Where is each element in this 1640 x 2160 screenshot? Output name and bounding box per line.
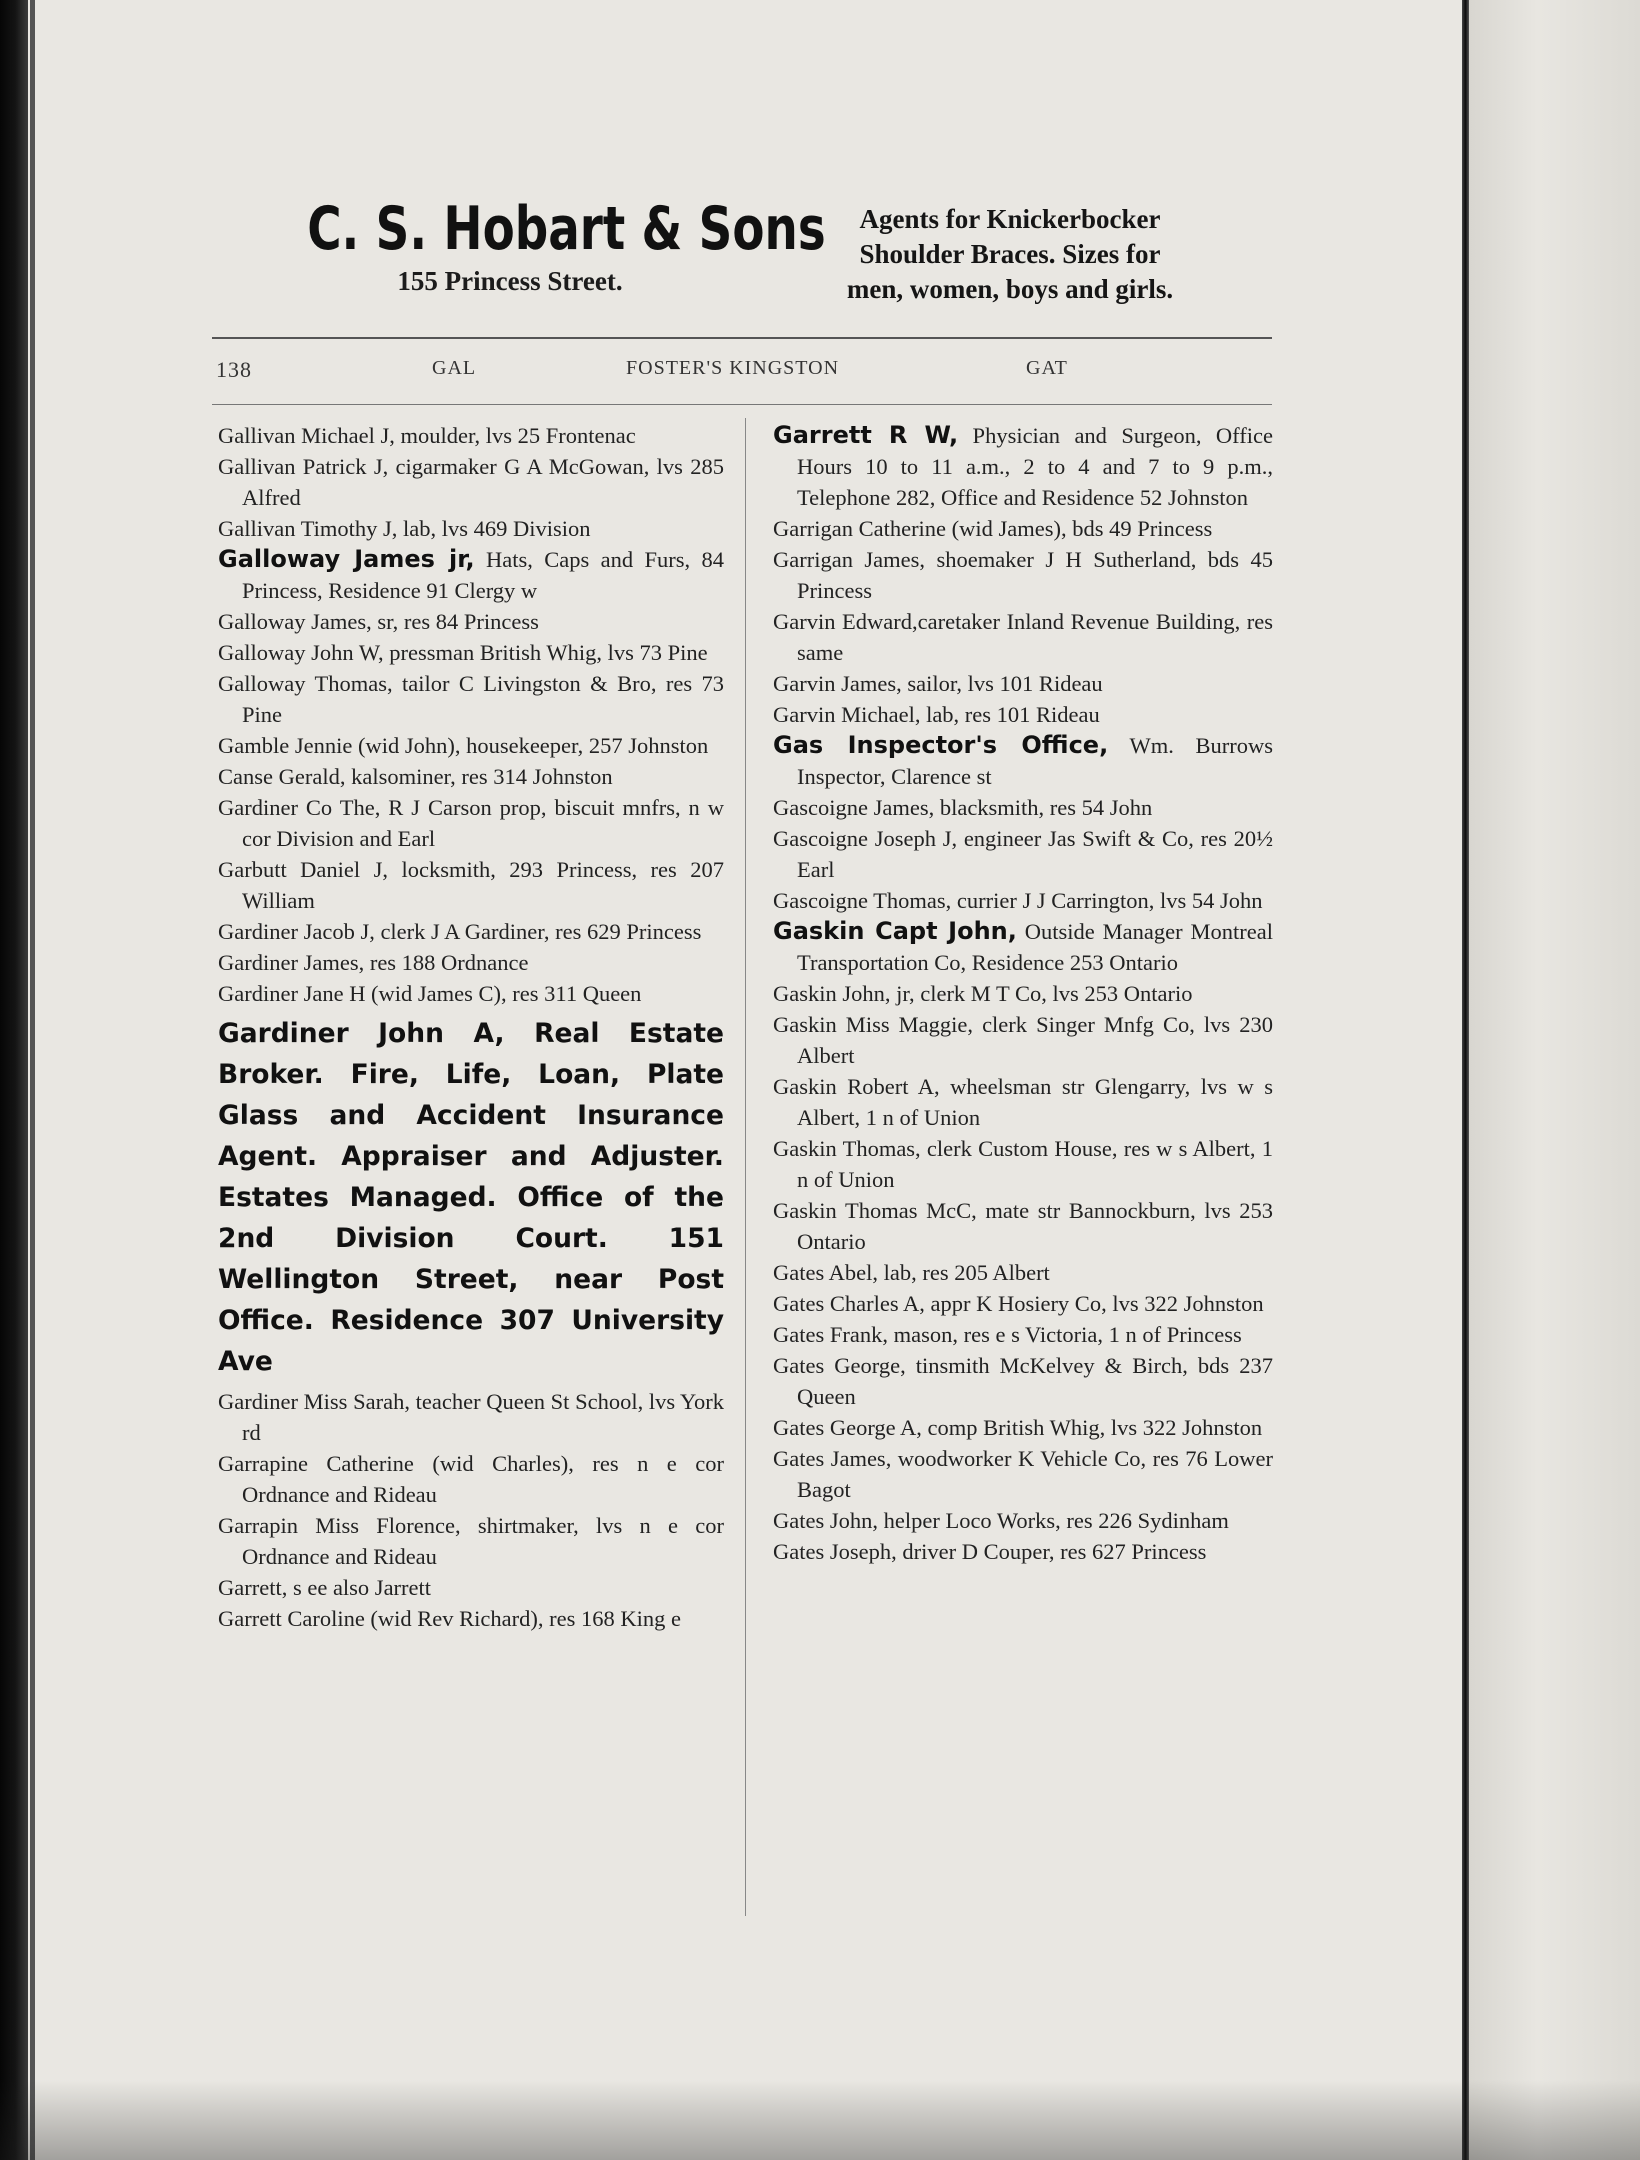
directory-entry bbox=[218, 978, 724, 1009]
directory-entry bbox=[218, 1386, 724, 1448]
entry-text: Gascoigne James, blacksmith, res 54 John bbox=[773, 795, 1153, 820]
entry-text: Garvin Edward,caretaker Inland Revenue Building, res same bbox=[773, 609, 1273, 665]
left-column bbox=[218, 420, 724, 1634]
entry-text: Garvin James, sailor, lvs 101 Rideau bbox=[773, 671, 1103, 696]
directory-entry bbox=[773, 513, 1273, 544]
directory-entry bbox=[218, 513, 724, 544]
directory-entry bbox=[218, 792, 724, 854]
directory-entry bbox=[773, 699, 1273, 730]
advert-address: 155 Princess Street. bbox=[397, 266, 623, 296]
guide-word-right: GAT bbox=[1026, 357, 1068, 379]
directory-entry bbox=[773, 823, 1273, 885]
directory-entry bbox=[218, 668, 724, 730]
directory-entry bbox=[218, 1510, 724, 1572]
directory-entry bbox=[773, 1412, 1273, 1443]
entry-text: Canse Gerald, kalsominer, res 314 Johnston bbox=[218, 764, 613, 789]
entry-text: Outside Manager Montreal Transportation Co, Residence 253 Ontario bbox=[797, 919, 1273, 975]
directory-entry bbox=[773, 1071, 1273, 1133]
entry-text: Hats, Caps and Furs, 84 Princess, Residence 91 Clergy w bbox=[242, 547, 724, 603]
entry-text: Garrett, s ee also Jarrett bbox=[218, 1575, 432, 1600]
entry-text: Gaskin Miss Maggie, clerk Singer Mnfg Co, lvs 230 Albert bbox=[773, 1012, 1273, 1068]
entry-text: Wm. Burrows Inspector, Clarence st bbox=[797, 733, 1273, 789]
directory-entry bbox=[773, 1443, 1273, 1505]
advert-tagline-line: Shoulder Braces. Sizes for bbox=[859, 239, 1161, 269]
entry-text: Garrett Caroline (wid Rev Richard), res 168 King e bbox=[218, 1606, 681, 1631]
entry-text: Garvin Michael, lab, res 101 Rideau bbox=[773, 702, 1100, 727]
directory-entry bbox=[218, 544, 724, 606]
left-entries bbox=[218, 420, 724, 1009]
directory-entry bbox=[218, 1603, 724, 1634]
directory-entry bbox=[773, 1319, 1273, 1350]
entry-text: Gaskin Thomas McC, mate str Bannockburn, lvs 253 Ontario bbox=[773, 1198, 1273, 1254]
entry-text: Gates George A, comp British Whig, lvs 322 Johnston bbox=[773, 1415, 1263, 1440]
entry-text: Gaskin John, jr, clerk M T Co, lvs 253 Ontario bbox=[773, 981, 1193, 1006]
featured-entry: Gardiner John A, Real Estate Broker. Fire, Life, Loan, Plate Glass and Accident Insurance Agent. Appraiser and Adjuster. Estates Managed. Office of the 2nd Division Court. 151 Wellington Street, near Post Office. Residence 307 University Ave bbox=[218, 1018, 724, 1377]
entry-text: Gates James, woodworker K Vehicle Co, res 76 Lower Bagot bbox=[773, 1446, 1273, 1502]
book-spine-shadow bbox=[0, 0, 28, 2160]
directory-entry bbox=[218, 420, 724, 451]
directory-entry bbox=[773, 1009, 1273, 1071]
directory-entry bbox=[773, 420, 1273, 513]
advert-tagline bbox=[778, 202, 1242, 307]
directory-entry bbox=[218, 606, 724, 637]
entry-text: Physician and Surgeon, Office Hours 10 to 11 a.m., 2 to 4 and 7 to 9 p.m., Telephone 282, Office and Residence 52 Johnston bbox=[797, 423, 1273, 510]
directory-entry bbox=[773, 730, 1273, 792]
directory-entry bbox=[773, 916, 1273, 978]
entry-text: Gardiner James, res 188 Ordnance bbox=[218, 950, 529, 975]
entry-text: Galloway James, sr, res 84 Princess bbox=[218, 609, 539, 634]
page-fold-edge bbox=[1462, 0, 1469, 2160]
directory-entry bbox=[218, 451, 724, 513]
page-number: 138 bbox=[216, 357, 252, 382]
entry-text: Gardiner Jane H (wid James C), res 311 Queen bbox=[218, 981, 642, 1006]
directory-entry bbox=[218, 854, 724, 916]
directory-entry bbox=[218, 761, 724, 792]
adjacent-page bbox=[1469, 0, 1640, 2160]
directory-entry bbox=[773, 1536, 1273, 1567]
advert-company-name: C. S. Hobart & Sons bbox=[307, 194, 826, 264]
directory-entry bbox=[773, 1257, 1273, 1288]
right-entries bbox=[773, 420, 1273, 1567]
entry-text: Gates George, tinsmith McKelvey & Birch, bds 237 Queen bbox=[773, 1353, 1273, 1409]
directory-entry bbox=[773, 885, 1273, 916]
entry-text: Garrigan Catherine (wid James), bds 49 Princess bbox=[773, 516, 1213, 541]
header-rule bbox=[212, 404, 1272, 405]
entry-text: Galloway Thomas, tailor C Livingston & Bro, res 73 Pine bbox=[218, 671, 724, 727]
entry-text: Gascoigne Joseph J, engineer Jas Swift & Co, res 20½ Earl bbox=[773, 826, 1273, 882]
entry-text: Gascoigne Thomas, currier J J Carrington, lvs 54 John bbox=[773, 888, 1263, 913]
directory-entry bbox=[773, 1133, 1273, 1195]
directory-entry bbox=[773, 606, 1273, 668]
entry-text: Gates John, helper Loco Works, res 226 Sydinham bbox=[773, 1508, 1229, 1533]
left-entries-after bbox=[218, 1386, 724, 1634]
entry-text: Gardiner Co The, R J Carson prop, biscuit mnfrs, n w cor Division and Earl bbox=[218, 795, 724, 851]
directory-entry bbox=[773, 668, 1273, 699]
advert-company-block bbox=[250, 194, 826, 298]
directory-entry bbox=[773, 1195, 1273, 1257]
entry-text: Gardiner Jacob J, clerk J A Gardiner, res 629 Princess bbox=[218, 919, 702, 944]
entry-text: Gaskin Robert A, wheelsman str Glengarry, lvs w s Albert, 1 n of Union bbox=[773, 1074, 1273, 1130]
book-spine-line bbox=[30, 0, 35, 2160]
entry-text: Gallivan Timothy J, lab, lvs 469 Division bbox=[218, 516, 591, 541]
entry-text: Gardiner Miss Sarah, teacher Queen St School, lvs York rd bbox=[218, 1389, 724, 1445]
entry-name-bold: Gaskin Capt John, bbox=[773, 917, 1017, 945]
directory-entry bbox=[218, 1572, 724, 1603]
guide-word-left: GAL bbox=[432, 357, 477, 379]
entry-text: Gates Joseph, driver D Couper, res 627 Princess bbox=[773, 1539, 1207, 1564]
advert-tagline-line: men, women, boys and girls. bbox=[846, 274, 1174, 304]
directory-entry bbox=[218, 730, 724, 761]
entry-text: Gates Charles A, appr K Hosiery Co, lvs 322 Johnston bbox=[773, 1291, 1264, 1316]
column-divider bbox=[745, 418, 746, 1916]
entry-name-bold: Galloway James jr, bbox=[218, 545, 475, 573]
entry-text: Gaskin Thomas, clerk Custom House, res w s Albert, 1 n of Union bbox=[773, 1136, 1273, 1192]
entry-name-bold: Garrett R W, bbox=[773, 421, 959, 449]
entry-text: Gates Frank, mason, res e s Victoria, 1 n of Princess bbox=[773, 1322, 1242, 1347]
right-column bbox=[773, 420, 1273, 1567]
directory-entry bbox=[773, 1350, 1273, 1412]
entry-text: Garrigan James, shoemaker J H Sutherland, bds 45 Princess bbox=[773, 547, 1273, 603]
directory-entry bbox=[773, 1505, 1273, 1536]
directory-entry bbox=[773, 978, 1273, 1009]
directory-entry bbox=[773, 544, 1273, 606]
entry-text: Gallivan Patrick J, cigarmaker G A McGowan, lvs 285 Alfred bbox=[218, 454, 724, 510]
entry-text: Gates Abel, lab, res 205 Albert bbox=[773, 1260, 1050, 1285]
directory-entry bbox=[773, 1288, 1273, 1319]
entry-name-bold: Gas Inspector's Office, bbox=[773, 731, 1109, 759]
entry-text: Galloway John W, pressman British Whig, lvs 73 Pine bbox=[218, 640, 708, 665]
directory-entry bbox=[218, 637, 724, 668]
entry-text: Garrapine Catherine (wid Charles), res n e cor Ordnance and Rideau bbox=[218, 1451, 724, 1507]
page-bottom-shadow bbox=[0, 2080, 1640, 2160]
directory-title: FOSTER'S KINGSTON bbox=[626, 357, 840, 379]
entry-text: Gallivan Michael J, moulder, lvs 25 Frontenac bbox=[218, 423, 636, 448]
directory-entry bbox=[218, 916, 724, 947]
directory-entry bbox=[773, 792, 1273, 823]
entry-text: Garrapin Miss Florence, shirtmaker, lvs n e cor Ordnance and Rideau bbox=[218, 1513, 724, 1569]
directory-entry bbox=[218, 947, 724, 978]
advert-tagline-line: Agents for Knickerbocker bbox=[859, 204, 1161, 234]
running-head bbox=[212, 357, 1272, 387]
entry-text: Garbutt Daniel J, locksmith, 293 Princess, res 207 William bbox=[218, 857, 724, 913]
entry-text: Gamble Jennie (wid John), housekeeper, 257 Johnston bbox=[218, 733, 709, 758]
advert-rule bbox=[212, 337, 1272, 339]
directory-entry bbox=[218, 1448, 724, 1510]
